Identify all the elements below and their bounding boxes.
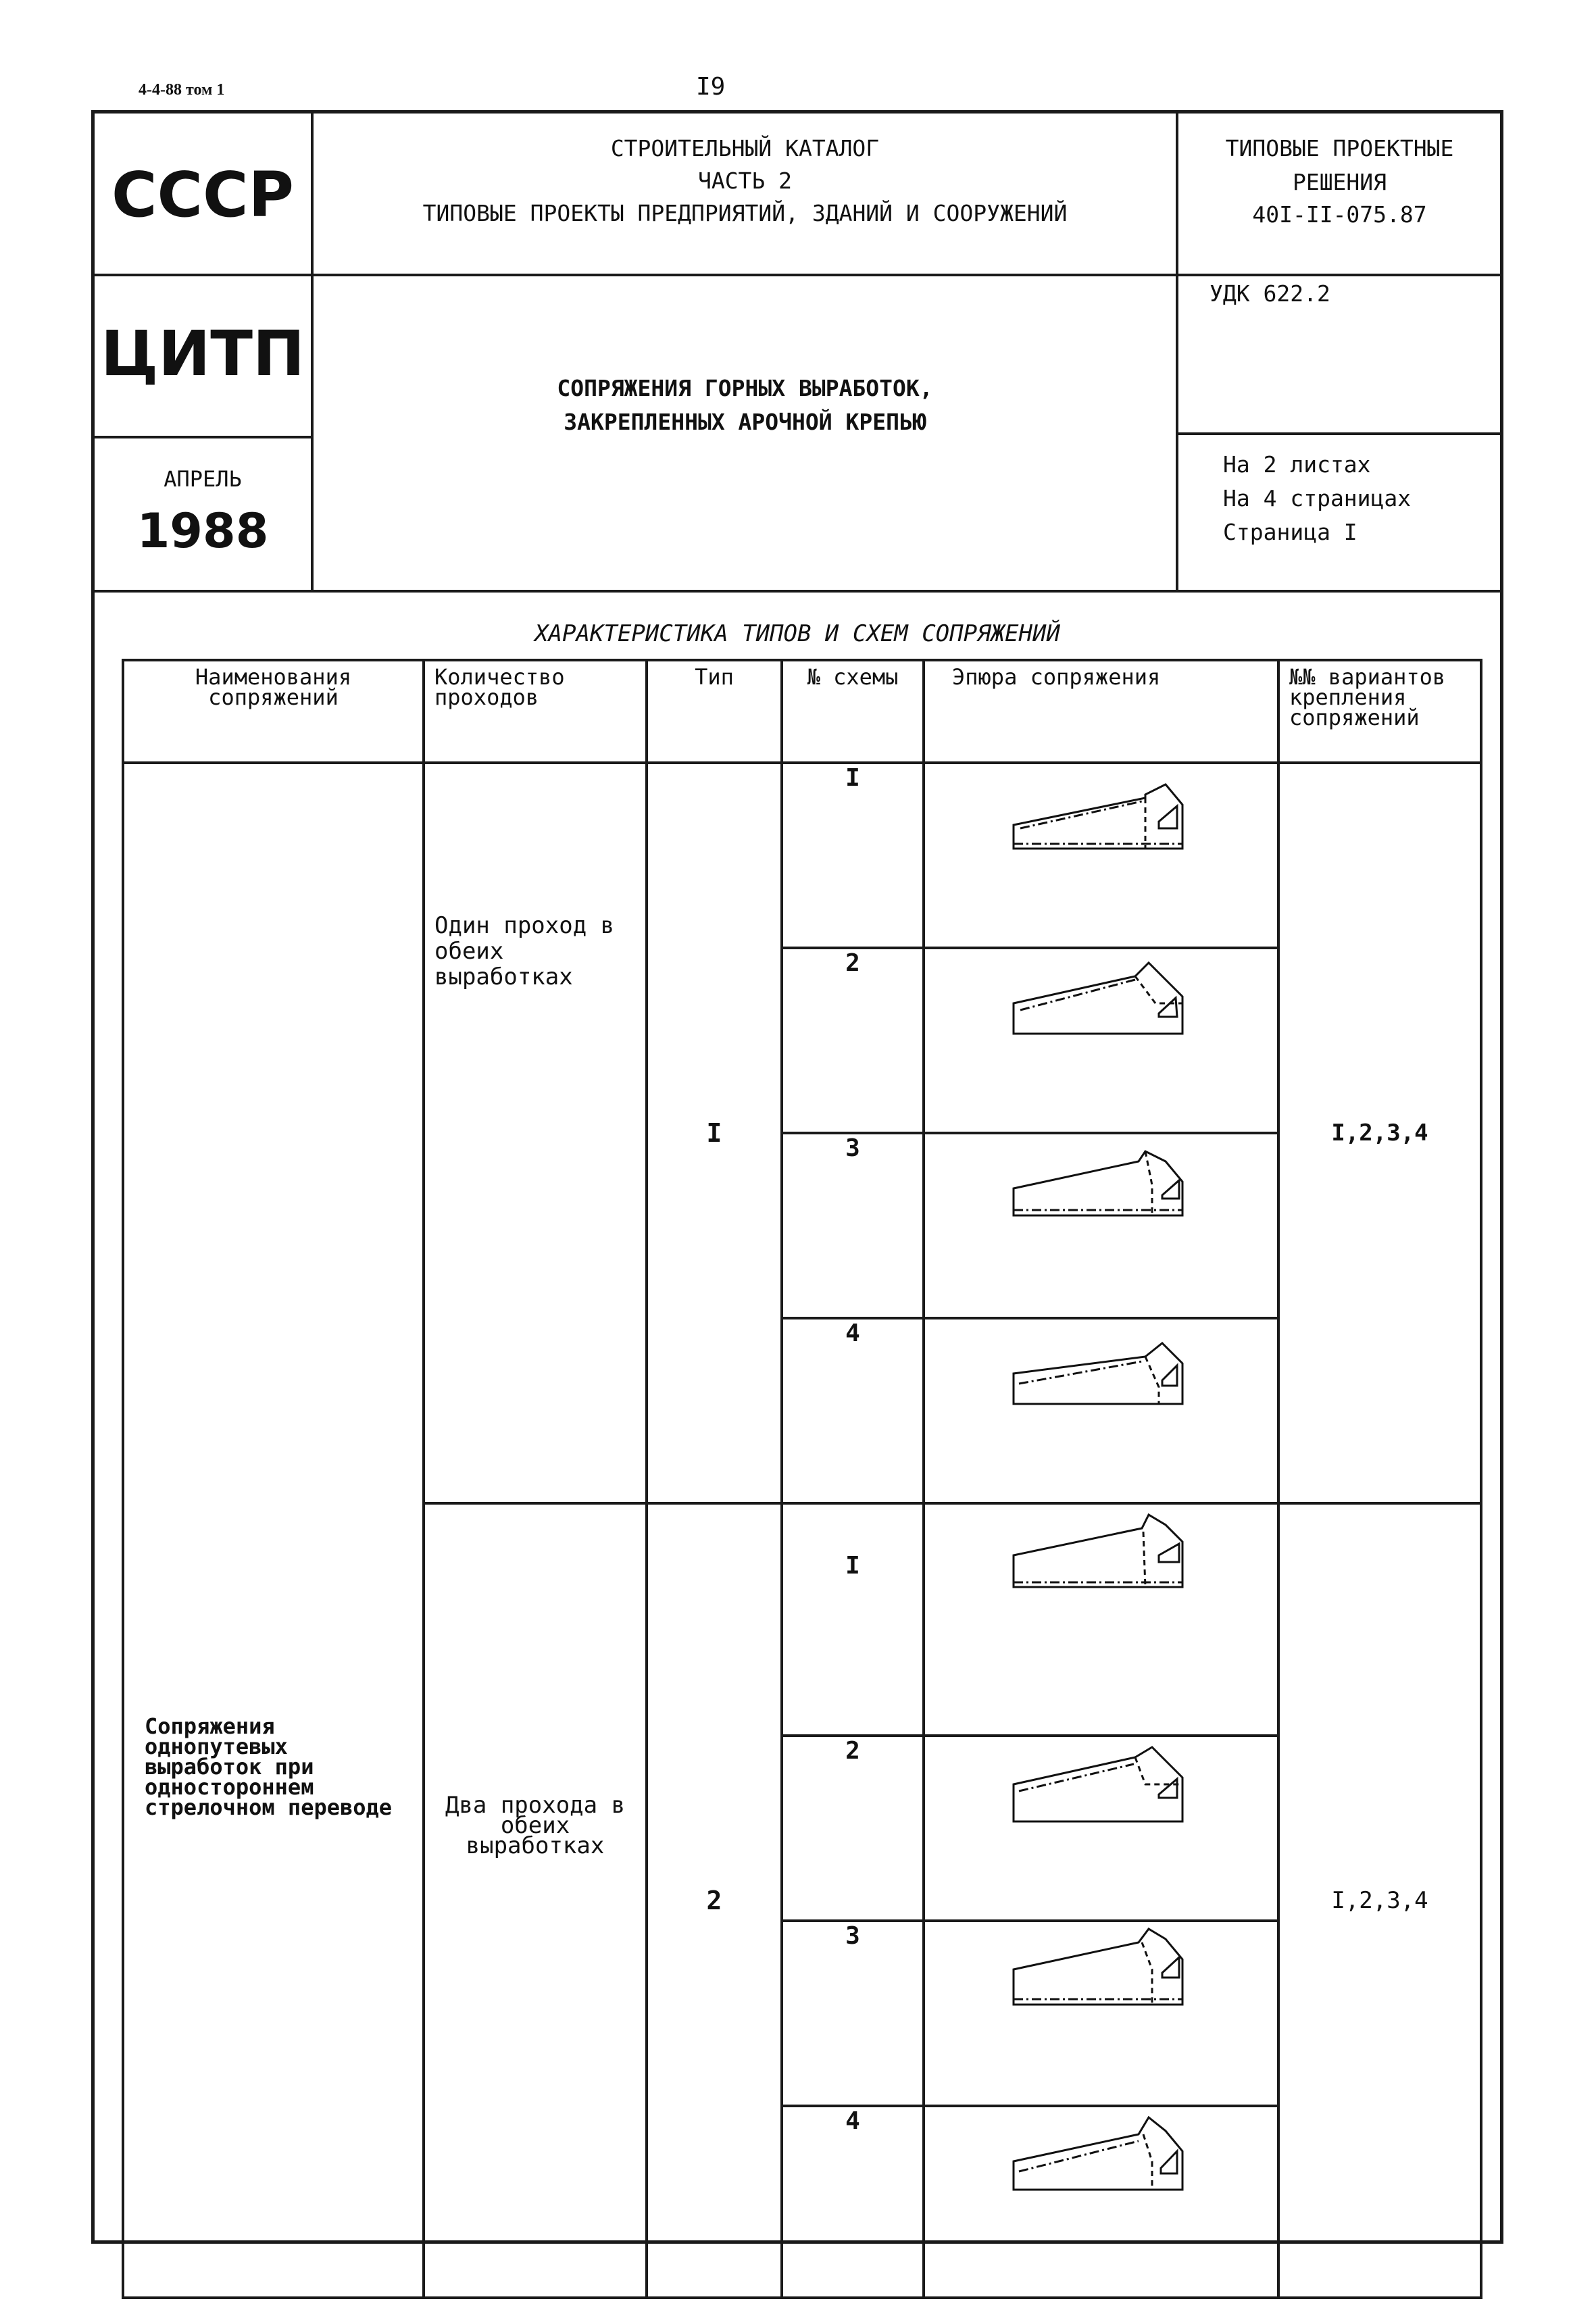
scheme-cell <box>782 763 924 948</box>
epura-cell <box>924 1921 1278 2106</box>
scheme-number: I <box>845 764 860 792</box>
epura-cell <box>924 1133 1278 1318</box>
udk-code: УДК 622.2 <box>1210 280 1330 307</box>
header-type-text: Тип <box>695 664 734 690</box>
variants-value: I,2,3,4 <box>1331 1887 1428 1914</box>
divider <box>95 274 1500 276</box>
catalog-line-3: ТИПОВЫЕ ПРОЕКТЫ ПРЕДПРИЯТИЙ, ЗДАНИЙ И СООРУЖЕНИЙ <box>422 200 1068 226</box>
sheets-info-2: На 4 страницах <box>1223 485 1412 511</box>
scheme-cell <box>782 1921 924 2106</box>
count-text: Два прохода в обеих выработках <box>445 1792 626 1859</box>
junction-diagram-icon <box>1000 1319 1203 1407</box>
type-cell <box>647 1503 782 2298</box>
epura-cell <box>924 1736 1278 1921</box>
header-count <box>424 660 647 763</box>
divider <box>1177 432 1500 435</box>
header-epura <box>924 660 1278 763</box>
type-value: 2 <box>706 1886 722 1915</box>
junction-table <box>122 659 1482 2299</box>
header-scheme <box>782 660 924 763</box>
epura-cell <box>924 2106 1278 2298</box>
count-cell <box>424 1503 647 2298</box>
document-title-line-1: СОПРЯЖЕНИЯ ГОРНЫХ ВЫРАБОТОК, <box>557 375 933 401</box>
header-count-text: Количество проходов <box>434 664 565 710</box>
org-citp: ЦИТП <box>100 318 305 390</box>
epura-cell <box>924 763 1278 948</box>
scheme-cell <box>782 2106 924 2298</box>
table-header-row <box>123 660 1481 763</box>
variants-cell <box>1278 1503 1481 2298</box>
variants-cell <box>1278 763 1481 1503</box>
junction-diagram-icon <box>1000 1922 1203 2010</box>
divider <box>311 114 314 590</box>
header-variants <box>1278 660 1481 763</box>
scheme-number: 2 <box>845 949 860 977</box>
junction-name-cell <box>123 763 424 2298</box>
type-cell <box>647 763 782 1503</box>
scheme-cell <box>782 1736 924 1921</box>
solutions-line-1: ТИПОВЫЕ ПРОЕКТНЫЕ <box>1225 135 1454 161</box>
junction-diagram-icon <box>1000 1505 1203 1592</box>
junction-diagram-icon <box>1000 949 1203 1037</box>
date-month: АПРЕЛЬ <box>164 466 242 492</box>
junction-diagram-icon <box>1000 1134 1203 1222</box>
scheme-cell <box>782 1503 924 1736</box>
scheme-cell <box>782 1318 924 1503</box>
org-ussr: СССР <box>111 159 294 231</box>
epura-cell <box>924 1503 1278 1736</box>
header-variants-text: №№ вариантов крепления сопряжений <box>1289 664 1446 730</box>
catalog-line-1: СТРОИТЕЛЬНЫЙ КАТАЛОГ <box>610 135 880 161</box>
header-type <box>647 660 782 763</box>
scheme-number: I <box>845 1552 860 1580</box>
divider <box>95 436 312 438</box>
variants-value: I,2,3,4 <box>1331 1120 1428 1147</box>
scheme-cell <box>782 1133 924 1318</box>
divider <box>95 590 1500 593</box>
divider <box>1176 114 1178 590</box>
document-code: 4-4-88 том 1 <box>139 81 225 99</box>
date-year: 1988 <box>136 503 269 559</box>
solutions-line-3: 40I-II-075.87 <box>1252 201 1427 228</box>
scheme-number: 2 <box>845 1737 860 1765</box>
junction-diagram-icon <box>1000 764 1203 852</box>
scheme-number: 4 <box>845 1319 860 1347</box>
count-text: Один проход в обеих выработках <box>434 912 615 990</box>
page-number: I9 <box>696 73 726 101</box>
epura-cell <box>924 948 1278 1133</box>
junction-diagram-icon <box>1000 1737 1203 1825</box>
scheme-cell <box>782 948 924 1133</box>
junction-diagram-icon <box>1000 2107 1203 2195</box>
count-cell <box>424 763 647 1503</box>
header-name-text: Наименования сопряжений <box>195 664 352 710</box>
document-title-line-2: ЗАКРЕПЛЕННЫХ АРОЧНОЙ КРЕПЬЮ <box>564 409 926 435</box>
sheets-info-1: На 2 листах <box>1223 451 1371 478</box>
sheets-info-3: Страница I <box>1223 519 1357 545</box>
junction-name: Сопряжения однопутевых выработок при одностороннем стрелочном переводе <box>145 1713 393 1820</box>
header-name <box>123 660 424 763</box>
epura-cell <box>924 1318 1278 1503</box>
solutions-line-2: РЕШЕНИЯ <box>1292 169 1387 195</box>
table-row <box>123 763 1481 948</box>
header-scheme-text: № схемы <box>807 664 899 690</box>
catalog-line-2: ЧАСТЬ 2 <box>697 168 793 194</box>
table-title: ХАРАКТЕРИСТИКА ТИПОВ И СХЕМ СОПРЯЖЕНИЙ <box>534 620 1060 647</box>
type-value: I <box>706 1118 722 1148</box>
scheme-number: 4 <box>845 2107 860 2135</box>
scheme-number: 3 <box>845 1134 860 1162</box>
header-epura-text: Эпюра сопряжения <box>952 664 1161 690</box>
scheme-number: 3 <box>845 1922 860 1950</box>
